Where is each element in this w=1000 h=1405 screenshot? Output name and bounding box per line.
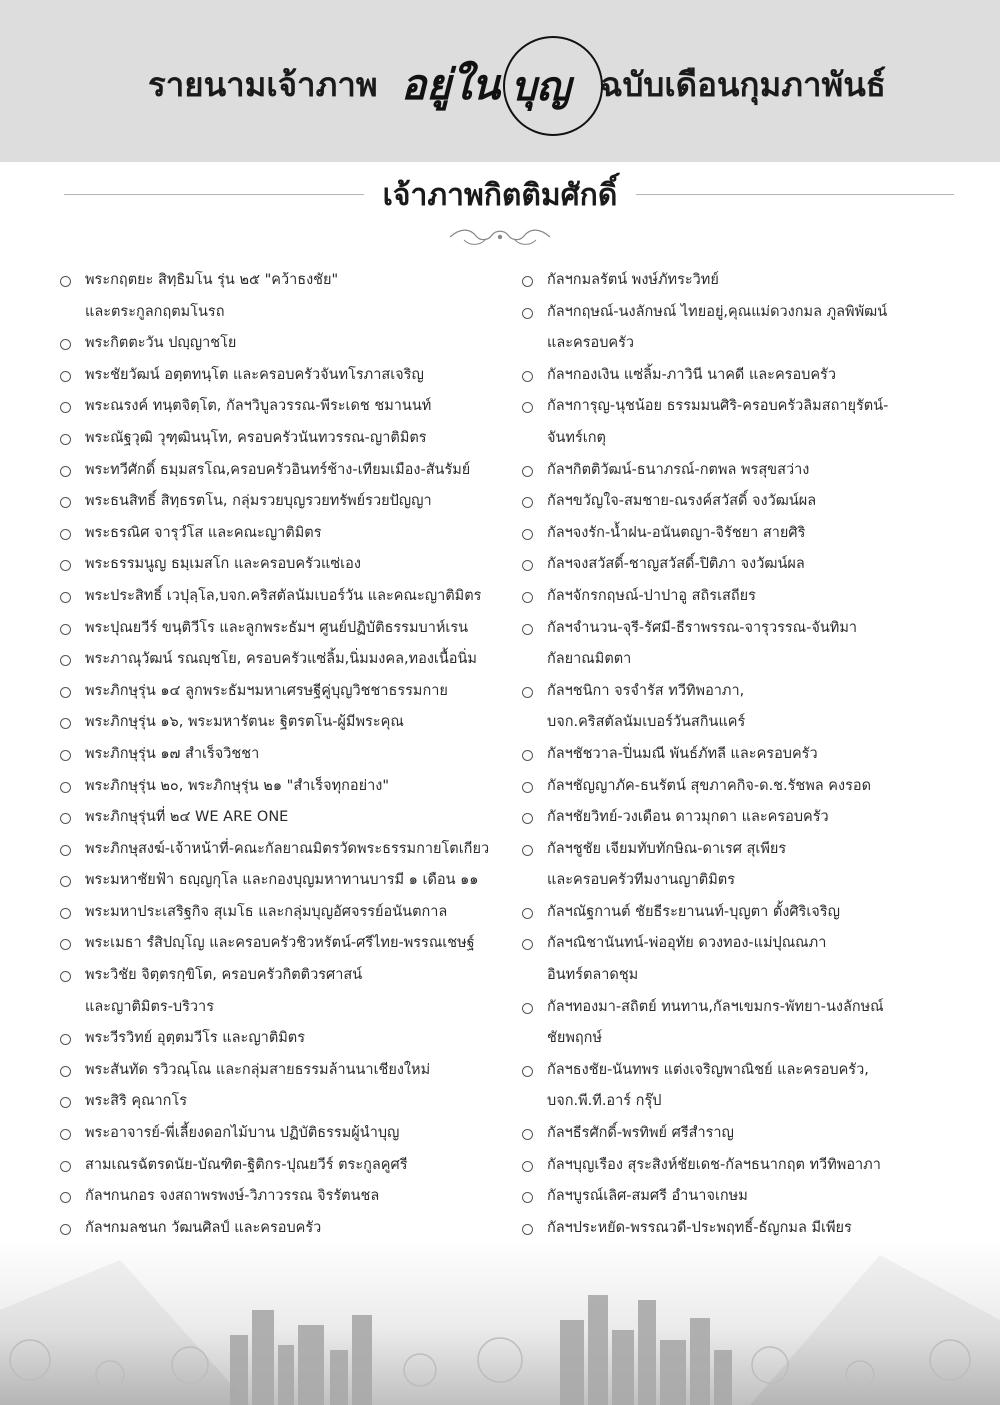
left-list-entry bbox=[60, 960, 520, 992]
entry-text: กัลฯกนกอร จงสถาพรพงษ์-วิภาวรรณ จิรรัตนชล bbox=[85, 1188, 380, 1205]
entry-text: อินทร์ตลาดชุม bbox=[547, 967, 639, 984]
right-list-entry-continuation bbox=[522, 423, 942, 455]
entry-text: กัลฯทองมา-สถิตย์ ทนทาน,กัลฯเขมกร-พัทยา-นงลักษณ์ bbox=[547, 998, 884, 1015]
logo-word-2: บุญ bbox=[511, 63, 571, 110]
left-list-entry bbox=[60, 328, 520, 360]
right-list-entry-continuation bbox=[522, 328, 942, 360]
left-list-entry bbox=[60, 1055, 520, 1087]
left-list-entry bbox=[60, 644, 520, 676]
circle-bullet-icon bbox=[522, 560, 533, 571]
entry-text: พระอาจารย์-พี่เลี้ยงดอกไม้บาน ปฏิบัติธรรมผู้นำบุญ bbox=[85, 1125, 400, 1142]
circle-bullet-icon bbox=[60, 718, 71, 729]
entry-text: กัลฯจำนวน-จุรี-รัศมี-ธีราพรรณ-จารุวรรณ-จันทิมา bbox=[547, 619, 858, 636]
left-list-entry bbox=[60, 391, 520, 423]
left-list-entry-continuation bbox=[60, 297, 520, 329]
right-list-entry bbox=[522, 549, 942, 581]
entry-text: กัลฯกิตติวัฒน์-ธนาภรณ์-กตพล พรสุขสว่าง bbox=[547, 461, 810, 478]
circle-bullet-icon bbox=[60, 529, 71, 540]
circle-bullet-icon bbox=[60, 750, 71, 761]
entry-text: พระปุณยวีร์ ขนฺติวีโร และลูกพระธัมฯ ศูนย์ปฏิบัติธรรมบาห์เรน bbox=[85, 619, 469, 636]
header-left-title: รายนามเจ้าภาพ bbox=[148, 65, 378, 104]
circle-bullet-icon bbox=[522, 276, 533, 287]
right-list-entry bbox=[522, 1118, 942, 1150]
circle-bullet-icon bbox=[522, 1129, 533, 1140]
entry-text: พระชัยวัฒน์ อตฺตทนฺโต และครอบครัวจันทโรภาสเจริญ bbox=[85, 366, 424, 383]
left-list-entry bbox=[60, 1118, 520, 1150]
entry-text: กัลฯชนิกา จรจำรัส ทวีทิพอาภา, bbox=[547, 682, 745, 699]
logo-word-1: อยู่ใน bbox=[401, 60, 501, 109]
entry-text: กัลฯกองเงิน แซ่ลิ้ม-ภาวินี นาคดี และครอบครัว bbox=[547, 366, 836, 383]
entry-text: กัลฯชัญญาภัค-ธนรัตน์ สุขภาคกิจ-ด.ช.รัชพล คงรอด bbox=[547, 777, 871, 794]
entry-text: บจก.คริสตัลนัมเบอร์วันสกินแคร์ bbox=[547, 714, 746, 731]
header-right-title: ฉบับเดือนกุมภาพันธ์ bbox=[600, 65, 886, 104]
entry-text: และญาติมิตร-บริวาร bbox=[85, 998, 214, 1015]
entry-text: กัลยาณมิตตา bbox=[547, 651, 632, 668]
left-list-entry bbox=[60, 423, 520, 455]
entry-text: กัลฯกฤษณ์-นงลักษณ์ ไทยอยู่,คุณแม่ดวงกมล ภูลพิพัฒน์ bbox=[547, 303, 888, 320]
circle-bullet-icon bbox=[60, 1097, 71, 1108]
entry-text: กัลฯกมลรัตน์ พงษ์ภัทระวิทย์ bbox=[547, 272, 719, 288]
circle-bullet-icon bbox=[60, 371, 71, 382]
honorary-hosts-right-list bbox=[522, 265, 942, 1244]
circle-bullet-icon bbox=[60, 276, 71, 287]
circle-bullet-icon bbox=[522, 497, 533, 508]
right-list-entry-continuation bbox=[522, 1023, 942, 1055]
right-list-entry bbox=[522, 455, 942, 487]
entry-text: พระมหาชัยฟ้า ธญฺญกุโล และกองบุญมหาทานบารมี ๑ เดือน ๑๑ bbox=[85, 872, 479, 889]
circle-bullet-icon bbox=[60, 1034, 71, 1045]
entry-text: และครอบครัว bbox=[547, 335, 635, 352]
entry-text: และตระกูลกฤตมโนรถ bbox=[85, 303, 225, 320]
left-list-entry bbox=[60, 1181, 520, 1213]
entry-text: จันทร์เกตุ bbox=[547, 429, 606, 446]
circle-bullet-icon bbox=[522, 687, 533, 698]
entry-text: พระประสิทธิ์ เวปุลฺโล,บจก.คริสตัลนัมเบอร์วัน และคณะญาติมิตร bbox=[85, 587, 482, 604]
circle-bullet-icon bbox=[522, 371, 533, 382]
entry-text: กัลฯประหยัด-พรรณวดี-ประพฤทธิ์-ธัญกมล มีเพียร bbox=[547, 1219, 852, 1236]
entry-text: กัลฯณิชานันทน์-พ่ออุทัย ดวงทอง-แม่ปุณณภา bbox=[547, 935, 827, 952]
circle-bullet-icon bbox=[522, 1003, 533, 1014]
right-list-entry bbox=[522, 771, 942, 803]
left-list-entry bbox=[60, 613, 520, 645]
circle-bullet-icon bbox=[522, 1192, 533, 1203]
circle-bullet-icon bbox=[522, 624, 533, 635]
circle-bullet-icon bbox=[522, 750, 533, 761]
entry-text: พระภิกษุสงฆ์-เจ้าหน้าที่-คณะกัลยาณมิตรวัดพระธรรมกายโตเกียว bbox=[85, 840, 490, 857]
right-list-entry bbox=[522, 265, 942, 297]
honorary-hosts-left-list bbox=[60, 265, 520, 1244]
right-list-entry-continuation bbox=[522, 1086, 942, 1118]
entry-text: พระภิกษุรุ่น ๒๐, พระภิกษุรุ่น ๒๑ "สำเร็จทุกอย่าง" bbox=[85, 777, 390, 794]
right-list-entry bbox=[522, 1181, 942, 1213]
right-list-entry bbox=[522, 676, 942, 708]
entry-text: พระมหาประเสริฐกิจ สุเมโธ และกลุ่มบุญอัศจรรย์อนันตกาล bbox=[85, 903, 448, 920]
right-list-entry bbox=[522, 802, 942, 834]
circle-bullet-icon bbox=[60, 560, 71, 571]
entry-text: บจก.พี.ที.อาร์ กรุ๊ป bbox=[547, 1093, 662, 1110]
circle-bullet-icon bbox=[60, 1066, 71, 1077]
entry-text: พระภิกษุรุ่น ๑๖, พระมหารัตนะ ฐิตรตโน-ผู้มีพระคุณ bbox=[85, 714, 404, 731]
right-list-entry-continuation bbox=[522, 960, 942, 992]
circle-bullet-icon bbox=[522, 402, 533, 413]
circle-bullet-icon bbox=[522, 1161, 533, 1172]
left-list-entry bbox=[60, 360, 520, 392]
circle-bullet-icon bbox=[60, 339, 71, 350]
circle-bullet-icon bbox=[522, 466, 533, 477]
right-list-entry bbox=[522, 897, 942, 929]
circle-bullet-icon bbox=[522, 813, 533, 824]
entry-text: พระธรณิศ จารุวํโส และคณะญาติมิตร bbox=[85, 524, 322, 541]
entry-text: พระภาณุวัฒน์ รณญฺชโย, ครอบครัวแซ่ลิ้ม,นิ่มมงคล,ทองเนื้อนิ่ม bbox=[85, 651, 477, 668]
left-list-entry bbox=[60, 928, 520, 960]
right-list-entry bbox=[522, 1150, 942, 1182]
entry-text: พระภิกษุรุ่น ๑๔ ลูกพระธัมฯมหาเศรษฐีคู่บุญวิชชาธรรมกาย bbox=[85, 682, 448, 699]
left-list-entry bbox=[60, 771, 520, 803]
left-list-entry bbox=[60, 549, 520, 581]
circle-bullet-icon bbox=[522, 308, 533, 319]
entry-text: พระกฤตยะ สิทฺธิมโน รุ่น ๒๕ "คว้าธงชัย" bbox=[85, 272, 339, 288]
circle-bullet-icon bbox=[60, 466, 71, 477]
circle-bullet-icon bbox=[60, 1224, 71, 1235]
right-list-entry bbox=[522, 391, 942, 423]
entry-text: กัลฯบุญเรือง สุระสิงห์ชัยเดช-กัลฯธนากฤต ทวีทิพอาภา bbox=[547, 1156, 881, 1173]
circle-bullet-icon bbox=[60, 655, 71, 666]
circle-bullet-icon bbox=[60, 876, 71, 887]
left-list-entry bbox=[60, 265, 520, 297]
circle-bullet-icon bbox=[60, 1129, 71, 1140]
publication-logo bbox=[395, 30, 610, 140]
circle-bullet-icon bbox=[60, 845, 71, 856]
entry-text: กัลฯชัยวิทย์-วงเดือน ดาวมุกดา และครอบครัว bbox=[547, 809, 829, 826]
entry-text: พระสิริ คุณากโร bbox=[85, 1093, 188, 1110]
flourish-ornament-icon bbox=[446, 226, 554, 248]
circle-bullet-icon bbox=[60, 939, 71, 950]
circle-bullet-icon bbox=[60, 592, 71, 603]
entry-text: กัลฯขวัญใจ-สมชาย-ณรงค์สวัสดิ์ จงวัฒน์ผล bbox=[547, 493, 817, 510]
entry-text: พระณัฐวุฒิ วุฑฺฒินนฺโท, ครอบครัวนันทวรรณ-ญาติมิตร bbox=[85, 429, 427, 446]
entry-text: กัลฯบูรณ์เลิศ-สมศรี อำนาจเกษม bbox=[547, 1188, 748, 1205]
circle-bullet-icon bbox=[60, 687, 71, 698]
circle-bullet-icon bbox=[60, 1192, 71, 1203]
decorative-crystal-skyline bbox=[0, 1240, 1000, 1405]
left-list-entry bbox=[60, 1086, 520, 1118]
circle-bullet-icon bbox=[522, 939, 533, 950]
circle-bullet-icon bbox=[60, 497, 71, 508]
circle-bullet-icon bbox=[522, 845, 533, 856]
entry-text: กัลฯจงรัก-น้ำฝน-อนันตญา-จิรัชยา สายศิริ bbox=[547, 524, 806, 541]
entry-text: กัลฯณัฐกานต์ ชัยธีระยานนท์-บุญตา ตั้งศิริเจริญ bbox=[547, 903, 840, 920]
header-band bbox=[0, 0, 1000, 162]
circle-bullet-icon bbox=[60, 434, 71, 445]
entry-text: พระทวีศักดิ์ ธมฺมสรโณ,ครอบครัวอินทร์ช้าง-เทียมเมือง-สันรัมย์ bbox=[85, 461, 471, 478]
entry-text: พระภิกษุรุ่นที่ ๒๔ WE ARE ONE bbox=[85, 809, 289, 826]
left-list-entry bbox=[60, 518, 520, 550]
left-list-entry bbox=[60, 1023, 520, 1055]
entry-text: กัลฯธีรศักดิ์-พรทิพย์ ศรีสำราญ bbox=[547, 1125, 734, 1142]
entry-text: พระสันทัด รวิวณฺโณ และกลุ่มสายธรรมล้านนาเชียงใหม่ bbox=[85, 1061, 431, 1078]
entry-text: และครอบครัวทีมงานญาติมิตร bbox=[547, 872, 735, 889]
entry-text: พระธรรมนูญ ธมฺเมสโก และครอบครัวแซ่เอง bbox=[85, 556, 361, 573]
entry-text: ชัยพฤกษ์ bbox=[547, 1030, 603, 1047]
entry-text: กัลฯจงสวัสดิ์-ชาญสวัสดิ์-ปิติภา จงวัฒน์ผล bbox=[547, 556, 805, 573]
divider-right bbox=[636, 194, 954, 195]
right-list-entry bbox=[522, 581, 942, 613]
left-list-entry bbox=[60, 739, 520, 771]
entry-text: พระธนสิทธิ์ สิทฺธรตโน, กลุ่มรวยบุญรวยทรัพย์รวยปัญญา bbox=[85, 493, 432, 510]
right-list-entry bbox=[522, 518, 942, 550]
right-list-entry bbox=[522, 1055, 942, 1087]
circle-bullet-icon bbox=[522, 782, 533, 793]
left-list-entry bbox=[60, 1150, 520, 1182]
left-list-entry-continuation bbox=[60, 992, 520, 1024]
right-list-entry bbox=[522, 834, 942, 866]
circle-bullet-icon bbox=[522, 529, 533, 540]
circle-bullet-icon bbox=[522, 1066, 533, 1077]
right-list-entry bbox=[522, 739, 942, 771]
right-list-entry-continuation bbox=[522, 644, 942, 676]
left-list-entry bbox=[60, 455, 520, 487]
entry-text: กัลฯการุญ-นุชน้อย ธรรมมนศิริ-ครอบครัวลิมสถายุรัตน์- bbox=[547, 398, 889, 415]
left-list-entry bbox=[60, 834, 520, 866]
left-list-entry bbox=[60, 581, 520, 613]
circle-bullet-icon bbox=[60, 908, 71, 919]
right-list-entry bbox=[522, 613, 942, 645]
right-list-entry-continuation bbox=[522, 707, 942, 739]
entry-text: พระณรงค์ ทนฺตจิตฺโต, กัลฯวิบูลวรรณ-พีระเดช ชมานนท์ bbox=[85, 398, 432, 415]
right-list-entry bbox=[522, 486, 942, 518]
circle-bullet-icon bbox=[522, 1224, 533, 1235]
right-list-entry bbox=[522, 992, 942, 1024]
entry-text: พระเมธา รํสิปญฺโญ และครอบครัวชิวหรัตน์-ศรีไทย-พรรณเชษฐ์ bbox=[85, 935, 475, 952]
circle-bullet-icon bbox=[60, 402, 71, 413]
right-list-entry bbox=[522, 360, 942, 392]
right-list-entry bbox=[522, 928, 942, 960]
circle-bullet-icon bbox=[60, 813, 71, 824]
entry-text: พระวีรวิทย์ อุตฺตมวีโร และญาติมิตร bbox=[85, 1030, 305, 1047]
circle-bullet-icon bbox=[522, 592, 533, 603]
circle-bullet-icon bbox=[60, 624, 71, 635]
section-title: เจ้าภาพกิตติมศักดิ์ bbox=[382, 178, 618, 213]
entry-text: กัลฯกมลชนก วัฒนศิลป์ และครอบครัว bbox=[85, 1219, 322, 1236]
left-list-entry bbox=[60, 865, 520, 897]
circle-bullet-icon bbox=[522, 908, 533, 919]
left-list-entry bbox=[60, 897, 520, 929]
left-list-entry bbox=[60, 676, 520, 708]
entry-text: พระภิกษุรุ่น ๑๗ สำเร็จวิชชา bbox=[85, 745, 260, 762]
left-list-entry bbox=[60, 802, 520, 834]
left-list-entry bbox=[60, 486, 520, 518]
entry-text: พระกิตตะวัน ปญฺญาชโย bbox=[85, 335, 237, 352]
entry-text: กัลฯชัชวาล-ปิ่นมณี พันธ์ภัทลี และครอบครัว bbox=[547, 745, 818, 762]
entry-text: พระวิชัย จิตฺตรกฺขิโต, ครอบครัวกิตติวรศาสน์ bbox=[85, 967, 363, 984]
right-list-entry-continuation bbox=[522, 865, 942, 897]
entry-text: กัลฯธงชัย-นันทพร แต่งเจริญพาณิชย์ และครอบครัว, bbox=[547, 1061, 869, 1078]
right-list-entry bbox=[522, 297, 942, 329]
entry-text: สามเณรฉัตรดนัย-บัณฑิต-ฐิติกร-ปุณยวีร์ ตระกูลคูศรี bbox=[85, 1156, 408, 1173]
circle-bullet-icon bbox=[60, 782, 71, 793]
circle-bullet-icon bbox=[60, 971, 71, 982]
circle-bullet-icon bbox=[60, 1161, 71, 1172]
left-list-entry bbox=[60, 707, 520, 739]
entry-text: กัลฯชูชัย เจียมทับทักษิณ-ดาเรศ สุเพียร bbox=[547, 840, 787, 857]
entry-text: กัลฯจักรกฤษณ์-ปาปาอู สถิรเสถียร bbox=[547, 587, 756, 604]
